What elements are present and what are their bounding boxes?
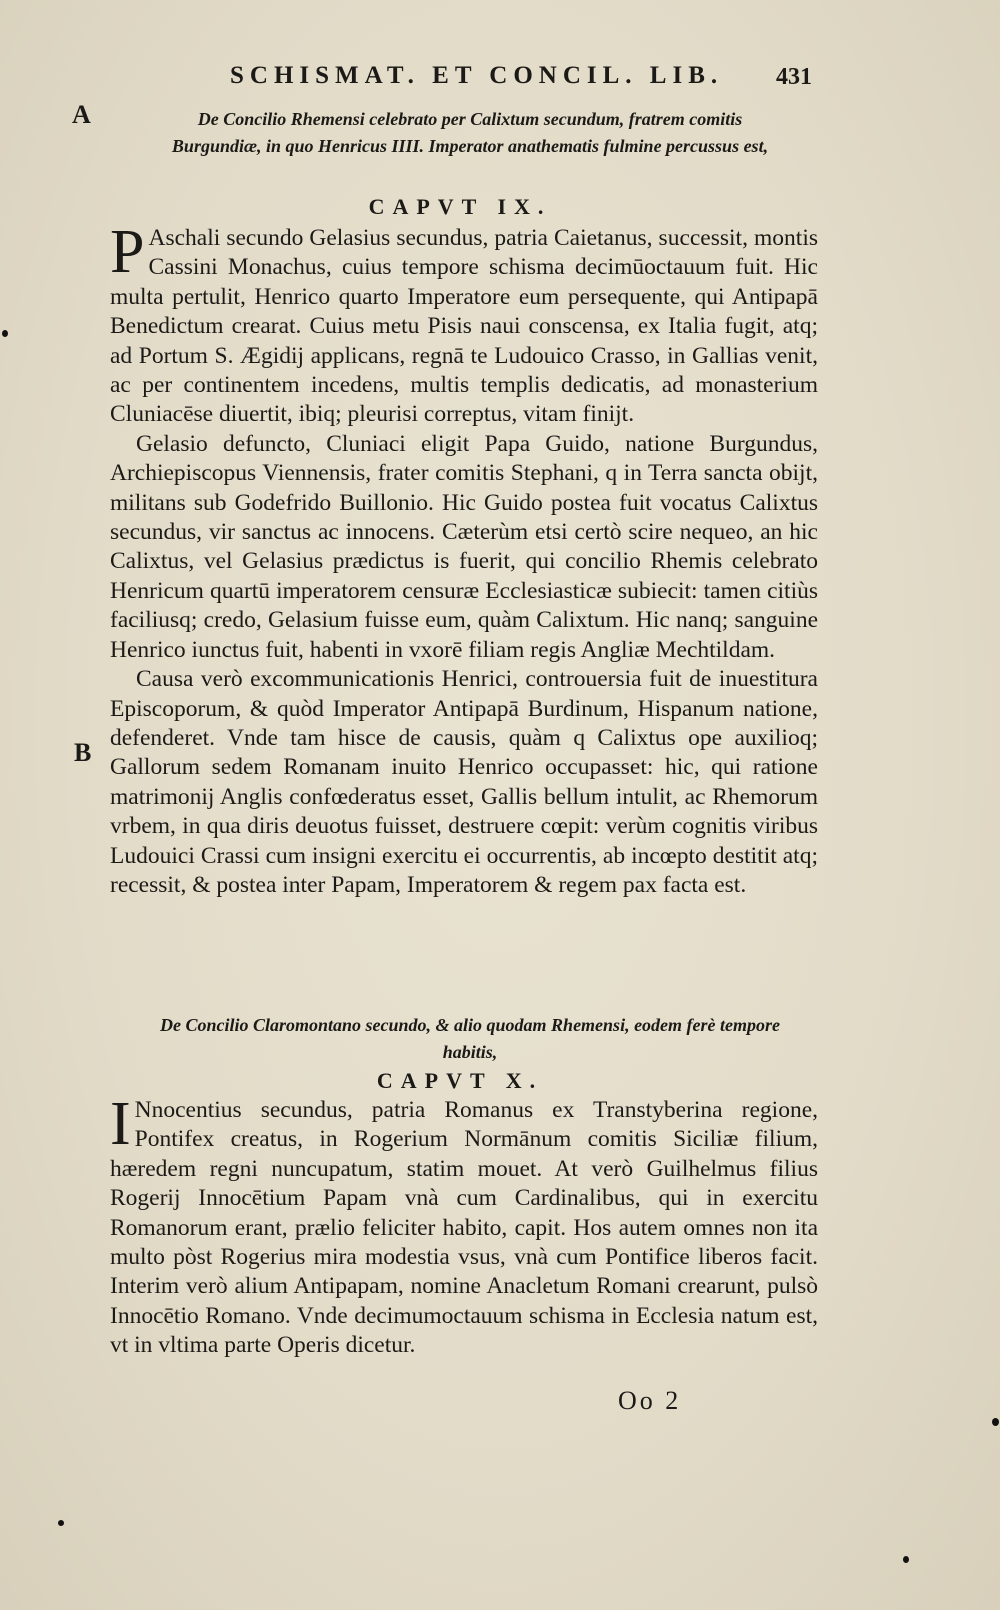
page-header <box>110 62 810 98</box>
ink-speck <box>903 1556 909 1563</box>
ink-speck <box>58 1520 64 1526</box>
paragraph-text: Aschali secundo Gelasius secundus, patria Caietanus, successit, montis Cassini Monachus, cuius tempore schisma decimūoctauum fuit. Hic multa pertulit, Henrico quarto Imperatore eum persequente, qui Antipapā Benedictum crearat. Cuius metu Pisis naui conscensa, ex Italia fugit, atq; ad Portum S. Ægidij applicans, regnā te Ludouico Crasso, in Gallias venit, ac per continentem incedens, multis templis dedicatis, ad monasterium Cluniacēse diuertit, ibiq; pleurisi correptus, vitam finijt. <box>110 225 818 428</box>
drop-cap: P <box>110 218 145 286</box>
chapter-9-body <box>110 218 818 900</box>
chapter-10-paragraph-1 <box>110 1090 818 1361</box>
running-head: SCHISMAT. ET CONCIL. LIB. <box>230 62 724 89</box>
margin-letter-a: A <box>72 100 91 129</box>
paragraph-text: Nnocentius secundus, patria Romanus ex Transtyberina regione, Pontifex creatus, in Rogerium Normānum comitis Siciliæ filium, hæredem regni nuncupatum, statim mouet. At verò Guilhelmus filius Rogerij Innocētium Papam vnà cum Cardinalibus, qui in exercitu Romanorum erant, prælio feliciter habito, capit. Hos autem omnes non ita multo pòst Rogerius mira modestia vsus, vnà cum Pontifice liberos facit. Interim verò alium Antipapam, nomine Anacletum Romani crearunt, pulsò Innocētio Romano. Vnde decimumoctauum schisma in Ecclesia natum est, vt in vltima parte Operis dicetur. <box>110 1097 818 1359</box>
page-number: 431 <box>776 64 812 90</box>
signature-mark: Oo 2 <box>618 1386 682 1415</box>
drop-cap: I <box>110 1090 131 1158</box>
ink-speck <box>2 330 8 337</box>
chapter-9-heading: De Concilio Rhemensi celebrato per Calixtum secundum, fratrem comitis Burgundiæ, in quo Henricus IIII. Imperator anathematis fulmine percussus est, <box>171 109 769 156</box>
chapter-9-title: CAPVT IX. <box>368 194 552 219</box>
chapter-9-paragraph-3: Causa verò excommunicationis Henrici, controuersia fuit de inuestitura Episcoporum, & quòd Imperator Antipapā Burdinum, Hispanum natione, defenderet. Vnde tam hisce de causis, quàm q Calixtus ope auxilioq; Gallorum sedem Romanam inuito Henrico occupasset: hic, qui ratione matrimonij Anglis confœderatus esset, Gallis bellum intulit, ac Rhemorum vrbem, in qua diris deuotus fuisset, destruere cœpit: verùm cognitis viribus Ludouici Crassi cum insigni exercitu ei occurrentis, ab incœpto destitit atq; recessit, & postea inter Papam, Imperatorem & regem pax facta est. <box>110 666 818 898</box>
chapter-10-heading: De Concilio Claromontano secundo, & alio quodam Rhemensi, eodem ferè tempore habitis, <box>160 1015 781 1062</box>
chapter-9-paragraph-1 <box>110 218 818 430</box>
ink-speck <box>992 1418 999 1426</box>
chapter-10-title: CAPVT X. <box>376 1068 544 1093</box>
chapter-9-paragraph-2: Gelasio defuncto, Cluniaci eligit Papa Guido, natione Burgundus, Archiepiscopus Viennensis, frater comitis Stephani, q in Terra sancta obijt, militans sub Godefrido Buillonio. Hic Guido postea fuit vocatus Calixtus secundus, vir sanctus ac innocens. Cæterùm etsi certò scire nequeo, an hic Calixtus, vel Gelasius prædictus is fuerit, qui concilio Rhemis celebrato Henricum quartū imperatorem censuræ Ecclesiasticæ subiecit: tamen citiùs faciliusq; credo, Gelasium fuisse eum, quàm Calixtum. Hic nanq; sanguine Henrico iunctus fuit, habenti in vxorē filiam regis Angliæ Mechtildam. <box>110 430 818 663</box>
margin-letter-b: B <box>74 738 92 767</box>
chapter-10-body <box>110 1090 818 1361</box>
